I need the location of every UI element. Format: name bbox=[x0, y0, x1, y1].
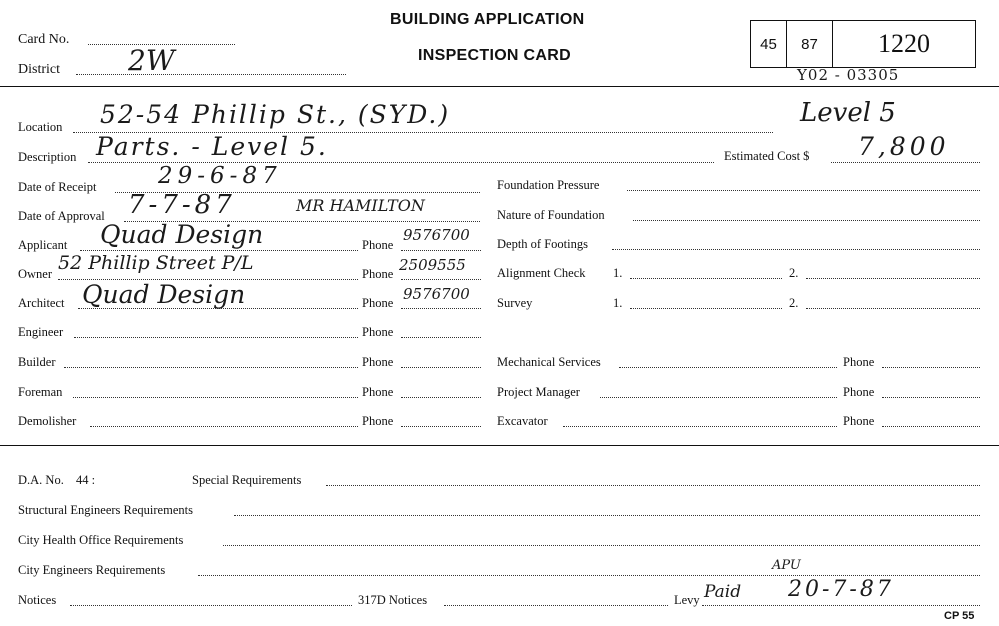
owner-phone-label: Phone bbox=[362, 267, 394, 281]
architect-phone-value: 9576700 bbox=[403, 285, 470, 303]
notices-317d-line bbox=[444, 605, 668, 606]
city-engineers-line bbox=[198, 575, 980, 576]
levy-initials: APU bbox=[772, 558, 801, 573]
approval-value: 7-7-87 bbox=[128, 190, 236, 220]
da-label: D.A. No. bbox=[18, 473, 64, 487]
applicant-line bbox=[80, 250, 358, 251]
card-number-box bbox=[750, 20, 976, 68]
alignment-1-line bbox=[630, 278, 782, 279]
foreman-phone-line bbox=[401, 397, 481, 398]
foreman-line bbox=[73, 397, 358, 398]
alignment-2-label: 2. bbox=[789, 266, 799, 280]
builder-line bbox=[64, 367, 358, 368]
title-line2: INSPECTION CARD bbox=[418, 47, 571, 64]
approval-note: MR HAMILTON bbox=[296, 196, 425, 215]
da-value: 44 : bbox=[76, 473, 96, 487]
location-label: Location bbox=[18, 120, 63, 134]
receipt-value: 29-6-87 bbox=[158, 163, 282, 189]
mechanical-phone-line bbox=[882, 367, 980, 368]
depth-footings-label: Depth of Footings bbox=[497, 237, 588, 251]
health-label: City Health Office Requirements bbox=[18, 533, 184, 547]
survey-1-label: 1. bbox=[613, 296, 623, 310]
owner-label: Owner bbox=[18, 267, 53, 281]
health-line bbox=[223, 545, 980, 546]
foreman-label: Foreman bbox=[18, 385, 63, 399]
structural-label: Structural Engineers Requirements bbox=[18, 503, 193, 517]
applicant-label: Applicant bbox=[18, 238, 68, 252]
district-value: 2W bbox=[128, 44, 175, 77]
structural-line bbox=[234, 515, 980, 516]
levy-paid: Paid bbox=[704, 582, 742, 602]
alignment-2-line bbox=[806, 278, 980, 279]
survey-1-line bbox=[630, 308, 782, 309]
survey-2-label: 2. bbox=[789, 296, 799, 310]
mechanical-phone-label: Phone bbox=[843, 355, 875, 369]
architect-phone-line bbox=[401, 308, 481, 309]
notices-label: Notices bbox=[18, 593, 57, 607]
description-label: Description bbox=[18, 150, 77, 164]
levy-line bbox=[702, 605, 980, 606]
special-requirements-line bbox=[326, 485, 980, 486]
demolisher-phone-label: Phone bbox=[362, 414, 394, 428]
location-value: 52-54 Phillip St., (SYD.) bbox=[100, 100, 451, 129]
demolisher-label: Demolisher bbox=[18, 414, 77, 428]
notices-317d-label: 317D Notices bbox=[358, 593, 428, 607]
estimated-cost-line bbox=[831, 162, 980, 163]
architect-value: Quad Design bbox=[82, 280, 246, 309]
excavator-phone-line bbox=[882, 426, 980, 427]
foundation-pressure-line bbox=[627, 190, 980, 191]
ref-number: Y02 - 03305 bbox=[797, 66, 900, 84]
engineer-label: Engineer bbox=[18, 325, 64, 339]
special-requirements-label: Special Requirements bbox=[192, 473, 302, 487]
applicant-phone-label: Phone bbox=[362, 238, 394, 252]
applicant-phone-value: 9576700 bbox=[403, 226, 470, 244]
estimated-cost-label: Estimated Cost $ bbox=[724, 149, 810, 163]
city-engineers-label: City Engineers Requirements bbox=[18, 563, 166, 577]
box-cell-b: 87 bbox=[787, 21, 833, 67]
level-note: Level 5 bbox=[800, 98, 896, 128]
owner-value: 52 Phillip Street P/L bbox=[58, 252, 254, 274]
foundation-pressure-label: Foundation Pressure bbox=[497, 178, 600, 192]
mechanical-label: Mechanical Services bbox=[497, 355, 601, 369]
applicant-phone-line bbox=[401, 250, 481, 251]
demolisher-line bbox=[90, 426, 358, 427]
excavator-label: Excavator bbox=[497, 414, 548, 428]
project-manager-phone-line bbox=[882, 397, 980, 398]
receipt-label: Date of Receipt bbox=[18, 180, 97, 194]
alignment-label: Alignment Check bbox=[497, 266, 586, 280]
box-cell-c: 1220 bbox=[878, 29, 930, 58]
section-divider bbox=[0, 445, 999, 446]
engineer-phone-label: Phone bbox=[362, 325, 394, 339]
architect-label: Architect bbox=[18, 296, 65, 310]
survey-2-line bbox=[806, 308, 980, 309]
depth-footings-line bbox=[612, 249, 980, 250]
estimated-cost-value: 7,800 bbox=[858, 132, 950, 161]
builder-phone-line bbox=[401, 367, 481, 368]
demolisher-phone-line bbox=[401, 426, 481, 427]
excavator-line bbox=[563, 426, 837, 427]
project-manager-label: Project Manager bbox=[497, 385, 580, 399]
project-manager-phone-label: Phone bbox=[843, 385, 875, 399]
form-code: CP 55 bbox=[944, 610, 975, 622]
foreman-phone-label: Phone bbox=[362, 385, 394, 399]
approval-label: Date of Approval bbox=[18, 209, 105, 223]
project-manager-line bbox=[600, 397, 837, 398]
district-line bbox=[76, 74, 346, 75]
notices-line bbox=[70, 605, 352, 606]
levy-label: Levy bbox=[674, 593, 700, 607]
levy-date: 20-7-87 bbox=[788, 577, 894, 602]
builder-phone-label: Phone bbox=[362, 355, 394, 369]
survey-label: Survey bbox=[497, 296, 533, 310]
card-no-label: Card No. bbox=[18, 32, 70, 47]
owner-phone-value: 2509555 bbox=[399, 256, 466, 274]
builder-label: Builder bbox=[18, 355, 56, 369]
engineer-phone-line bbox=[401, 337, 481, 338]
mechanical-line bbox=[619, 367, 837, 368]
owner-phone-line bbox=[401, 279, 481, 280]
district-label: District bbox=[18, 62, 60, 77]
applicant-value: Quad Design bbox=[100, 220, 264, 249]
header-divider bbox=[0, 86, 999, 87]
engineer-line bbox=[74, 337, 358, 338]
title-line1: BUILDING APPLICATION bbox=[390, 11, 585, 28]
box-cell-a: 45 bbox=[751, 21, 787, 67]
nature-foundation-line bbox=[633, 220, 980, 221]
nature-foundation-label: Nature of Foundation bbox=[497, 208, 605, 222]
alignment-1-label: 1. bbox=[613, 266, 623, 280]
excavator-phone-label: Phone bbox=[843, 414, 875, 428]
description-value: Parts. - Level 5. bbox=[96, 132, 328, 161]
architect-phone-label: Phone bbox=[362, 296, 394, 310]
